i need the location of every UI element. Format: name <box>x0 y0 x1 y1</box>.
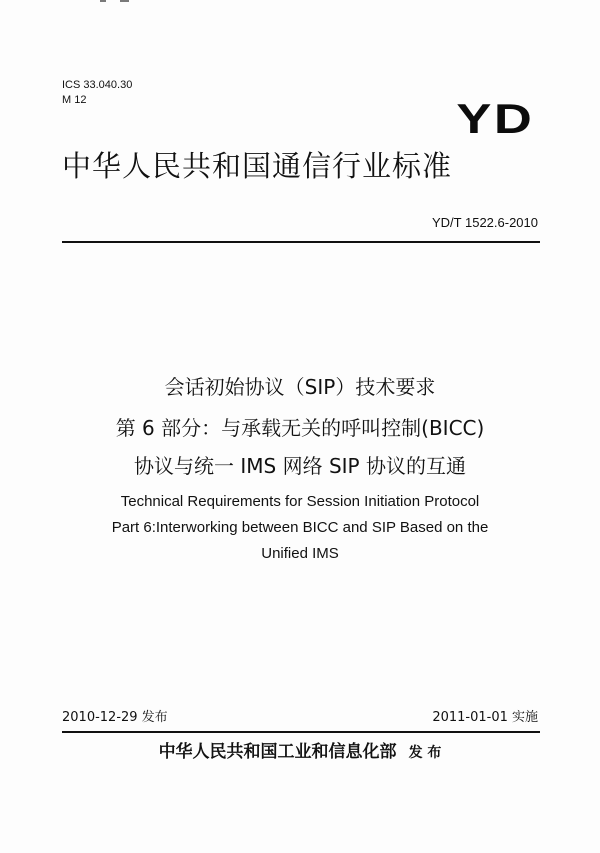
scan-mark <box>100 0 106 2</box>
standard-type-title: 中华人民共和国通信行业标准 <box>62 149 453 183</box>
issuing-authority <box>0 741 600 764</box>
issuer-name: 中华人民共和国工业和信息化部 <box>158 742 397 762</box>
implementation-date: 2011-01-01 实施 <box>432 710 538 725</box>
issuer-action: 发 布 <box>408 745 442 761</box>
ics-code: ICS 33.040.30 <box>62 79 133 91</box>
header-divider <box>62 241 540 243</box>
chinese-title-line-2: 第 6 部分：与承载无关的呼叫控制(BICC) <box>115 416 485 440</box>
footer-divider <box>62 731 540 733</box>
ccs-code: M 12 <box>62 94 87 106</box>
chinese-title-line-1: 会话初始协议（SIP）技术要求 <box>164 375 436 399</box>
yd-logo: YD <box>456 95 534 142</box>
standard-number: YD/T 1522.6-2010 <box>432 215 538 230</box>
english-title-line-3: Unified IMS <box>261 545 339 562</box>
issue-date: 2010-12-29 发布 <box>62 710 168 725</box>
scan-mark <box>120 0 129 2</box>
english-title-line-2: Part 6:Interworking between BICC and SIP Based on the <box>111 519 489 536</box>
english-title-line-1: Technical Requirements for Session Initiation Protocol <box>120 493 480 510</box>
chinese-title-line-3: 协议与统一 IMS 网络 SIP 协议的互通 <box>134 454 466 478</box>
